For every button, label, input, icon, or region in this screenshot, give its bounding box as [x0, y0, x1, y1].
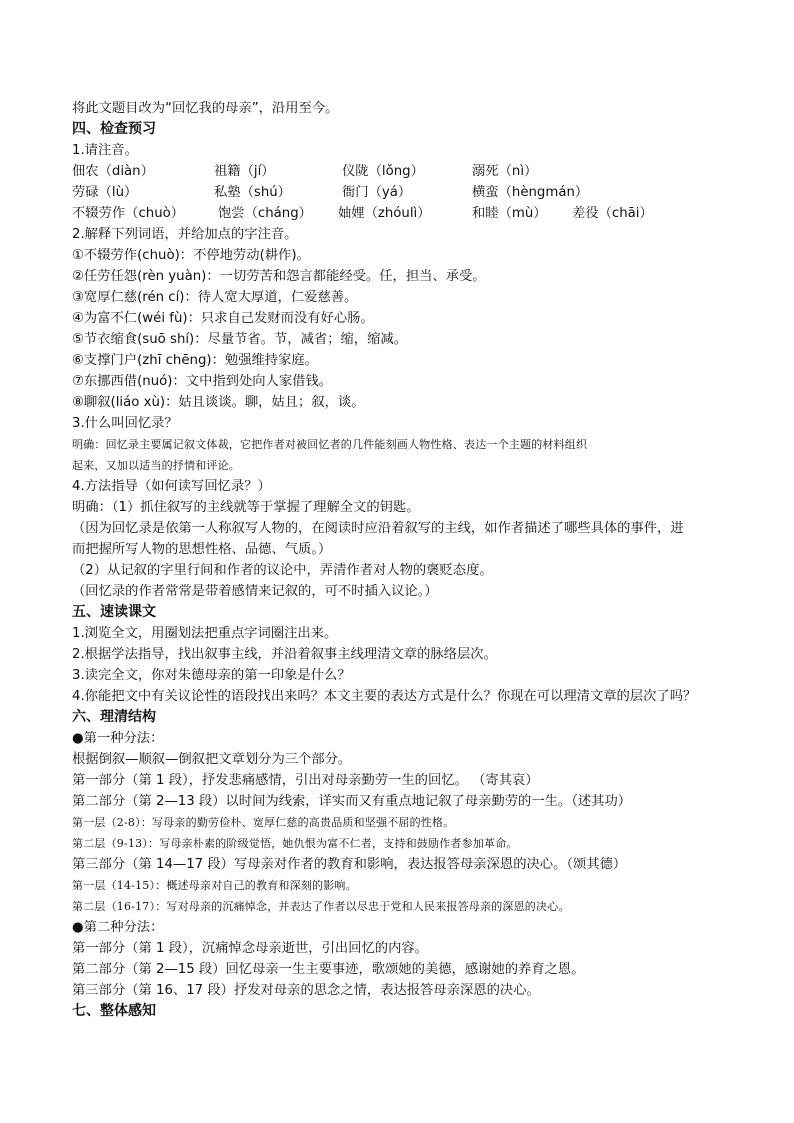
pinyin-item: 衙门（yá） [342, 185, 412, 200]
section-6-heading: 六、理清结构 [72, 709, 156, 725]
answer-3-line: 起来，又加以适当的抒情和评论。 [72, 459, 240, 472]
reading-item: 3.读完全文，你对朱德母亲的第一印象是什么？ [72, 668, 351, 683]
section-5-heading: 五、速读课文 [72, 604, 156, 620]
method-2-label: ●第二种分法： [72, 920, 164, 935]
pinyin-item: 和睦（mù） [472, 206, 547, 221]
pinyin-item: 不辍劳作（chuò） [72, 206, 185, 221]
question-3: 3.什么叫回忆录？ [72, 416, 178, 431]
answer-3-line: 明确：回忆录主要属记叙文体裁，它把作者对被回忆者的几件能刻画人物性格、表达一个主题的材料组织 [72, 438, 588, 451]
term-item: ④为富不仁(wéi fù)：只求自己发财而没有好心肠。 [72, 311, 374, 326]
term-item: ⑦东挪西借(nuó)：文中指到处向人家借钱。 [72, 374, 333, 389]
term-item: ⑤节衣缩食(suō shí)：尽量节省。节，减省；缩，缩减。 [72, 332, 407, 347]
structure-line: 第二部分（第 2—15 段）回忆母亲一生主要事迹，歌颂她的美德，感谢她的养育之恩。 [72, 962, 585, 977]
answer-4-line: 而把握所写人物的思想性格、品德、气质。） [72, 542, 332, 557]
term-item: ⑥支撑门户(zhī chēng)：勉强维持家庭。 [72, 353, 318, 368]
question-1: 1.请注音。 [72, 143, 138, 158]
pinyin-item: 祖籍（jí） [214, 164, 275, 179]
structure-line: 第一部分（第 1 段），抒发悲痛感情，引出对母亲勤劳一生的回忆。 （寄其哀） [72, 773, 539, 788]
method-1-label: ●第一种分法： [72, 731, 164, 746]
section-4-heading: 四、检查预习 [72, 121, 156, 137]
pinyin-item: 横蛮（hèngmán） [472, 185, 589, 200]
pinyin-item: 妯娌（zhóulì） [338, 206, 431, 221]
structure-line: 第三部分（第 14—17 段）写母亲对作者的教育和影响，表达报答母亲深恩的决心。（颂其德） [72, 857, 627, 872]
pinyin-item: 饱尝（cháng） [218, 206, 312, 221]
pinyin-item: 溺死（nì） [472, 164, 538, 179]
section-7-heading: 七、整体感知 [72, 1003, 156, 1019]
term-item: ⑧聊叙(liáo xù)：姑且谈谈。聊，姑且；叙，谈。 [72, 395, 365, 410]
structure-sublayer: 第一层（14-15）：概述母亲对自己的教育和深刻的影响。 [72, 879, 357, 892]
answer-4-line: 明确：（1）抓住叙写的主线就等于掌握了理解全文的钥匙。 [72, 500, 420, 515]
term-item: ①不辍劳作(chuò)：不停地劳动(耕作)。 [72, 248, 310, 263]
pinyin-item: 差役（chāi） [572, 206, 653, 221]
structure-line: 根据倒叙—顺叙—倒叙把文章划分为三个部分。 [72, 752, 352, 767]
answer-4-line: （回忆录的作者常常是带着感情来记叙的，可不时插入议论。） [72, 584, 438, 599]
structure-line: 第二部分（第 2—13 段）以时间为线索，详实而又有重点地记叙了母亲勤劳的一生。（述其功） [72, 794, 632, 809]
term-item: ②任劳任怨(rèn yuàn)：一切劳苦和怨言都能经受。任，担当、承受。 [72, 269, 486, 284]
structure-line: 第三部分（第 16、17 段）抒发对母亲的思念之情，表达报答母亲深恩的决心。 [72, 983, 540, 998]
reading-item: 2.根据学法指导，找出叙事主线，并沿着叙事主线理清文章的脉络层次。 [72, 647, 497, 662]
pinyin-item: 仪陇（lǒng） [342, 164, 424, 179]
structure-sublayer: 第二层（16-17）：写对母亲的沉痛悼念，并表达了作者以尽忠于党和人民来报答母亲的深恩的决心。 [72, 900, 570, 913]
answer-4-line: （因为回忆录是依第一人称叙写人物的，在阅读时应沿着叙写的主线，如作者描述了哪些具体的事件，进 [72, 521, 684, 536]
pinyin-item: 佃农（diàn） [72, 164, 154, 179]
intro-line: 将此文题目改为“回忆我的母亲”，沿用至今。 [72, 101, 339, 116]
pinyin-item: 私塾（shú） [214, 185, 291, 200]
structure-sublayer: 第一层（2-8）：写母亲的勤劳俭朴、宽厚仁慈的高贵品质和坚强不屈的性格。 [72, 816, 455, 829]
pinyin-item: 劳碌（lù） [72, 185, 138, 200]
reading-item: 1.浏览全文，用圈划法把重点字词圈注出来。 [72, 626, 338, 641]
structure-sublayer: 第二层（9-13）：写母亲朴素的阶级觉悟，她仇恨为富不仁者，支持和鼓励作者参加革命。 [72, 837, 518, 850]
term-item: ③宽厚仁慈(rén cí)：待人宽大厚道，仁爱慈善。 [72, 290, 358, 305]
answer-4-line: （2）从记叙的字里行间和作者的议论中，弄清作者对人物的褒贬态度。 [72, 563, 493, 578]
structure-line: 第一部分（第 1 段），沉痛悼念母亲逝世，引出回忆的内容。 [72, 941, 428, 956]
question-2: 2.解释下列词语，并给加点的字注音。 [72, 227, 298, 242]
reading-item: 4.你能把文中有关议论性的语段找出来吗？本文主要的表达方式是什么？你现在可以理清文章的层次了吗？ [72, 689, 697, 704]
question-4: 4.方法指导（如何读写回忆录？） [72, 479, 271, 494]
